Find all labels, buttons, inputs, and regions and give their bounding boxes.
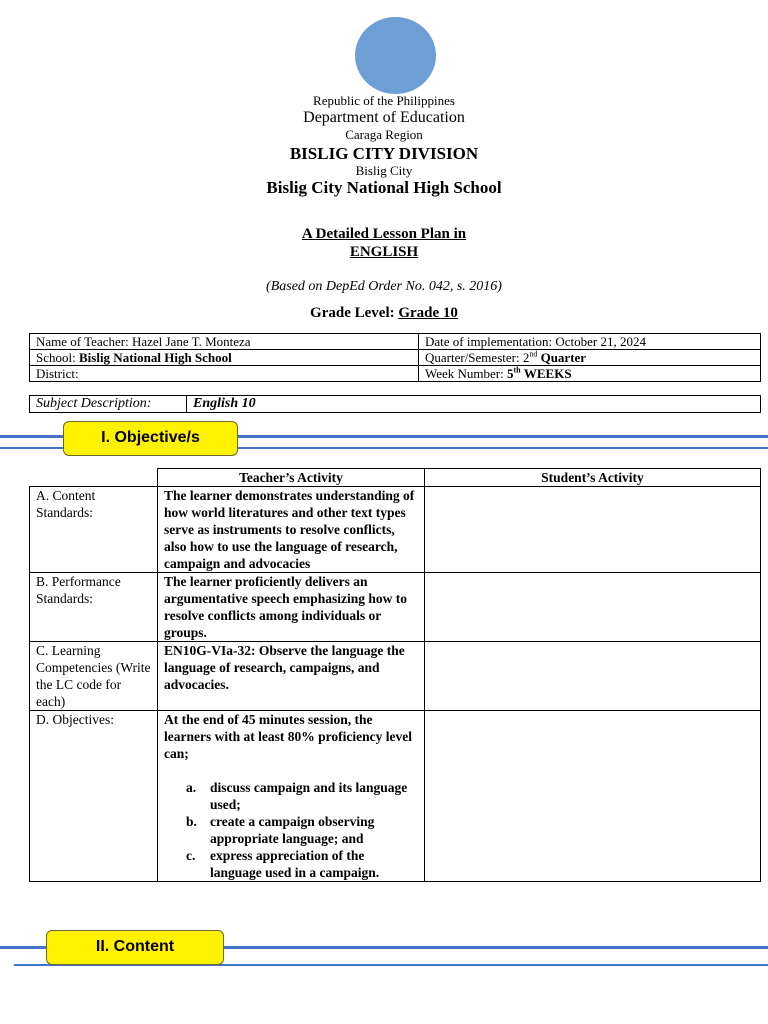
subject-label: Subject Description: (30, 396, 187, 413)
department-line: Department of Education (303, 109, 465, 126)
table-header-row (30, 469, 761, 487)
row-teacher-text: EN10G-VIa-32: Observe the language the language of research, campaigns, and advocacies. (158, 642, 425, 711)
grade-level-value: Grade 10 (398, 305, 458, 321)
info-row (30, 350, 761, 366)
school-cell (30, 350, 419, 366)
date-cell: Date of implementation: October 21, 2024 (419, 334, 761, 350)
row-student-cell (425, 487, 761, 573)
lesson-title (0, 226, 768, 243)
info-row (30, 334, 761, 350)
info-table (29, 333, 761, 382)
objectives-table (29, 468, 761, 882)
lesson-title-line2: ENGLISH (349, 244, 419, 260)
list-item: a. discuss campaign and its language used; (186, 780, 408, 812)
table-row (30, 573, 761, 642)
district-cell: District: (30, 366, 419, 382)
row-student-cell (425, 573, 761, 642)
lesson-title-line1: A Detailed Lesson Plan in (301, 226, 467, 242)
row-student-cell (425, 642, 761, 711)
blank-header (30, 469, 158, 487)
grade-level (0, 305, 768, 322)
quarter-value: Quarter (540, 350, 587, 365)
list-item: c. express appreciation of the language used in a campaign. (186, 848, 380, 880)
row-teacher-objectives (158, 711, 425, 882)
row-label: A. Content Standards: (30, 487, 158, 573)
section-content-heading: II. Content (46, 930, 224, 965)
deped-seal (355, 17, 436, 94)
teacher-cell: Name of Teacher: Hazel Jane T. Monteza (30, 334, 419, 350)
table-row (30, 487, 761, 573)
info-row (30, 366, 761, 382)
republic-line: Republic of the Philippines (313, 93, 455, 108)
subject-value: English 10 (187, 396, 761, 413)
list-item: b. create a campaign observing appropriate language; and (186, 814, 375, 846)
week-value: 5 (506, 366, 514, 381)
row-label: B. Performance Standards: (30, 573, 158, 642)
row-student-cell (425, 711, 761, 882)
school-value: Bislig National High School (78, 350, 232, 365)
subject-table (29, 395, 761, 413)
week-unit: WEEKS (523, 366, 572, 381)
quarter-sup: nd (529, 349, 538, 359)
row-teacher-text: The learner demonstrates understanding of how world literatures and other text types serve as instruments to resolve conflicts, also how to use the language of research, campaign and advocacies (158, 487, 425, 573)
division-line: BISLIG CITY DIVISION (289, 144, 479, 163)
deped-order-note: (Based on DepEd Order No. 042, s. 2016) (266, 279, 502, 294)
lesson-subject (0, 244, 768, 261)
school-line: Bislig City National High School (266, 178, 502, 197)
table-row (30, 711, 761, 882)
row-label: D. Objectives: (30, 711, 158, 882)
table-row (30, 642, 761, 711)
teacher-activity-header: Teacher’s Activity (158, 469, 425, 487)
section-objectives-heading: I. Objective/s (63, 421, 238, 456)
quarter-cell (419, 350, 761, 366)
school-label: School: (36, 350, 76, 365)
week-label: Week Number: (425, 366, 504, 381)
row-label: C. Learning Competencies (Write the LC code for each) (30, 642, 158, 711)
quarter-label: Quarter/Semester: 2 (425, 350, 530, 365)
region-line: Caraga Region (345, 127, 423, 142)
objectives-list (164, 779, 418, 881)
row-teacher-text: The learner proficiently delivers an argumentative speech emphasizing how to resolve conflicts among individuals or groups. (158, 573, 425, 642)
week-sup: th (513, 365, 521, 375)
objectives-intro: At the end of 45 minutes session, the learners with at least 80% proficiency level can; (164, 712, 412, 761)
grade-level-label: Grade Level: (310, 305, 395, 321)
week-cell (419, 366, 761, 382)
student-activity-header: Student’s Activity (425, 469, 761, 487)
city-line: Bislig City (355, 163, 413, 178)
